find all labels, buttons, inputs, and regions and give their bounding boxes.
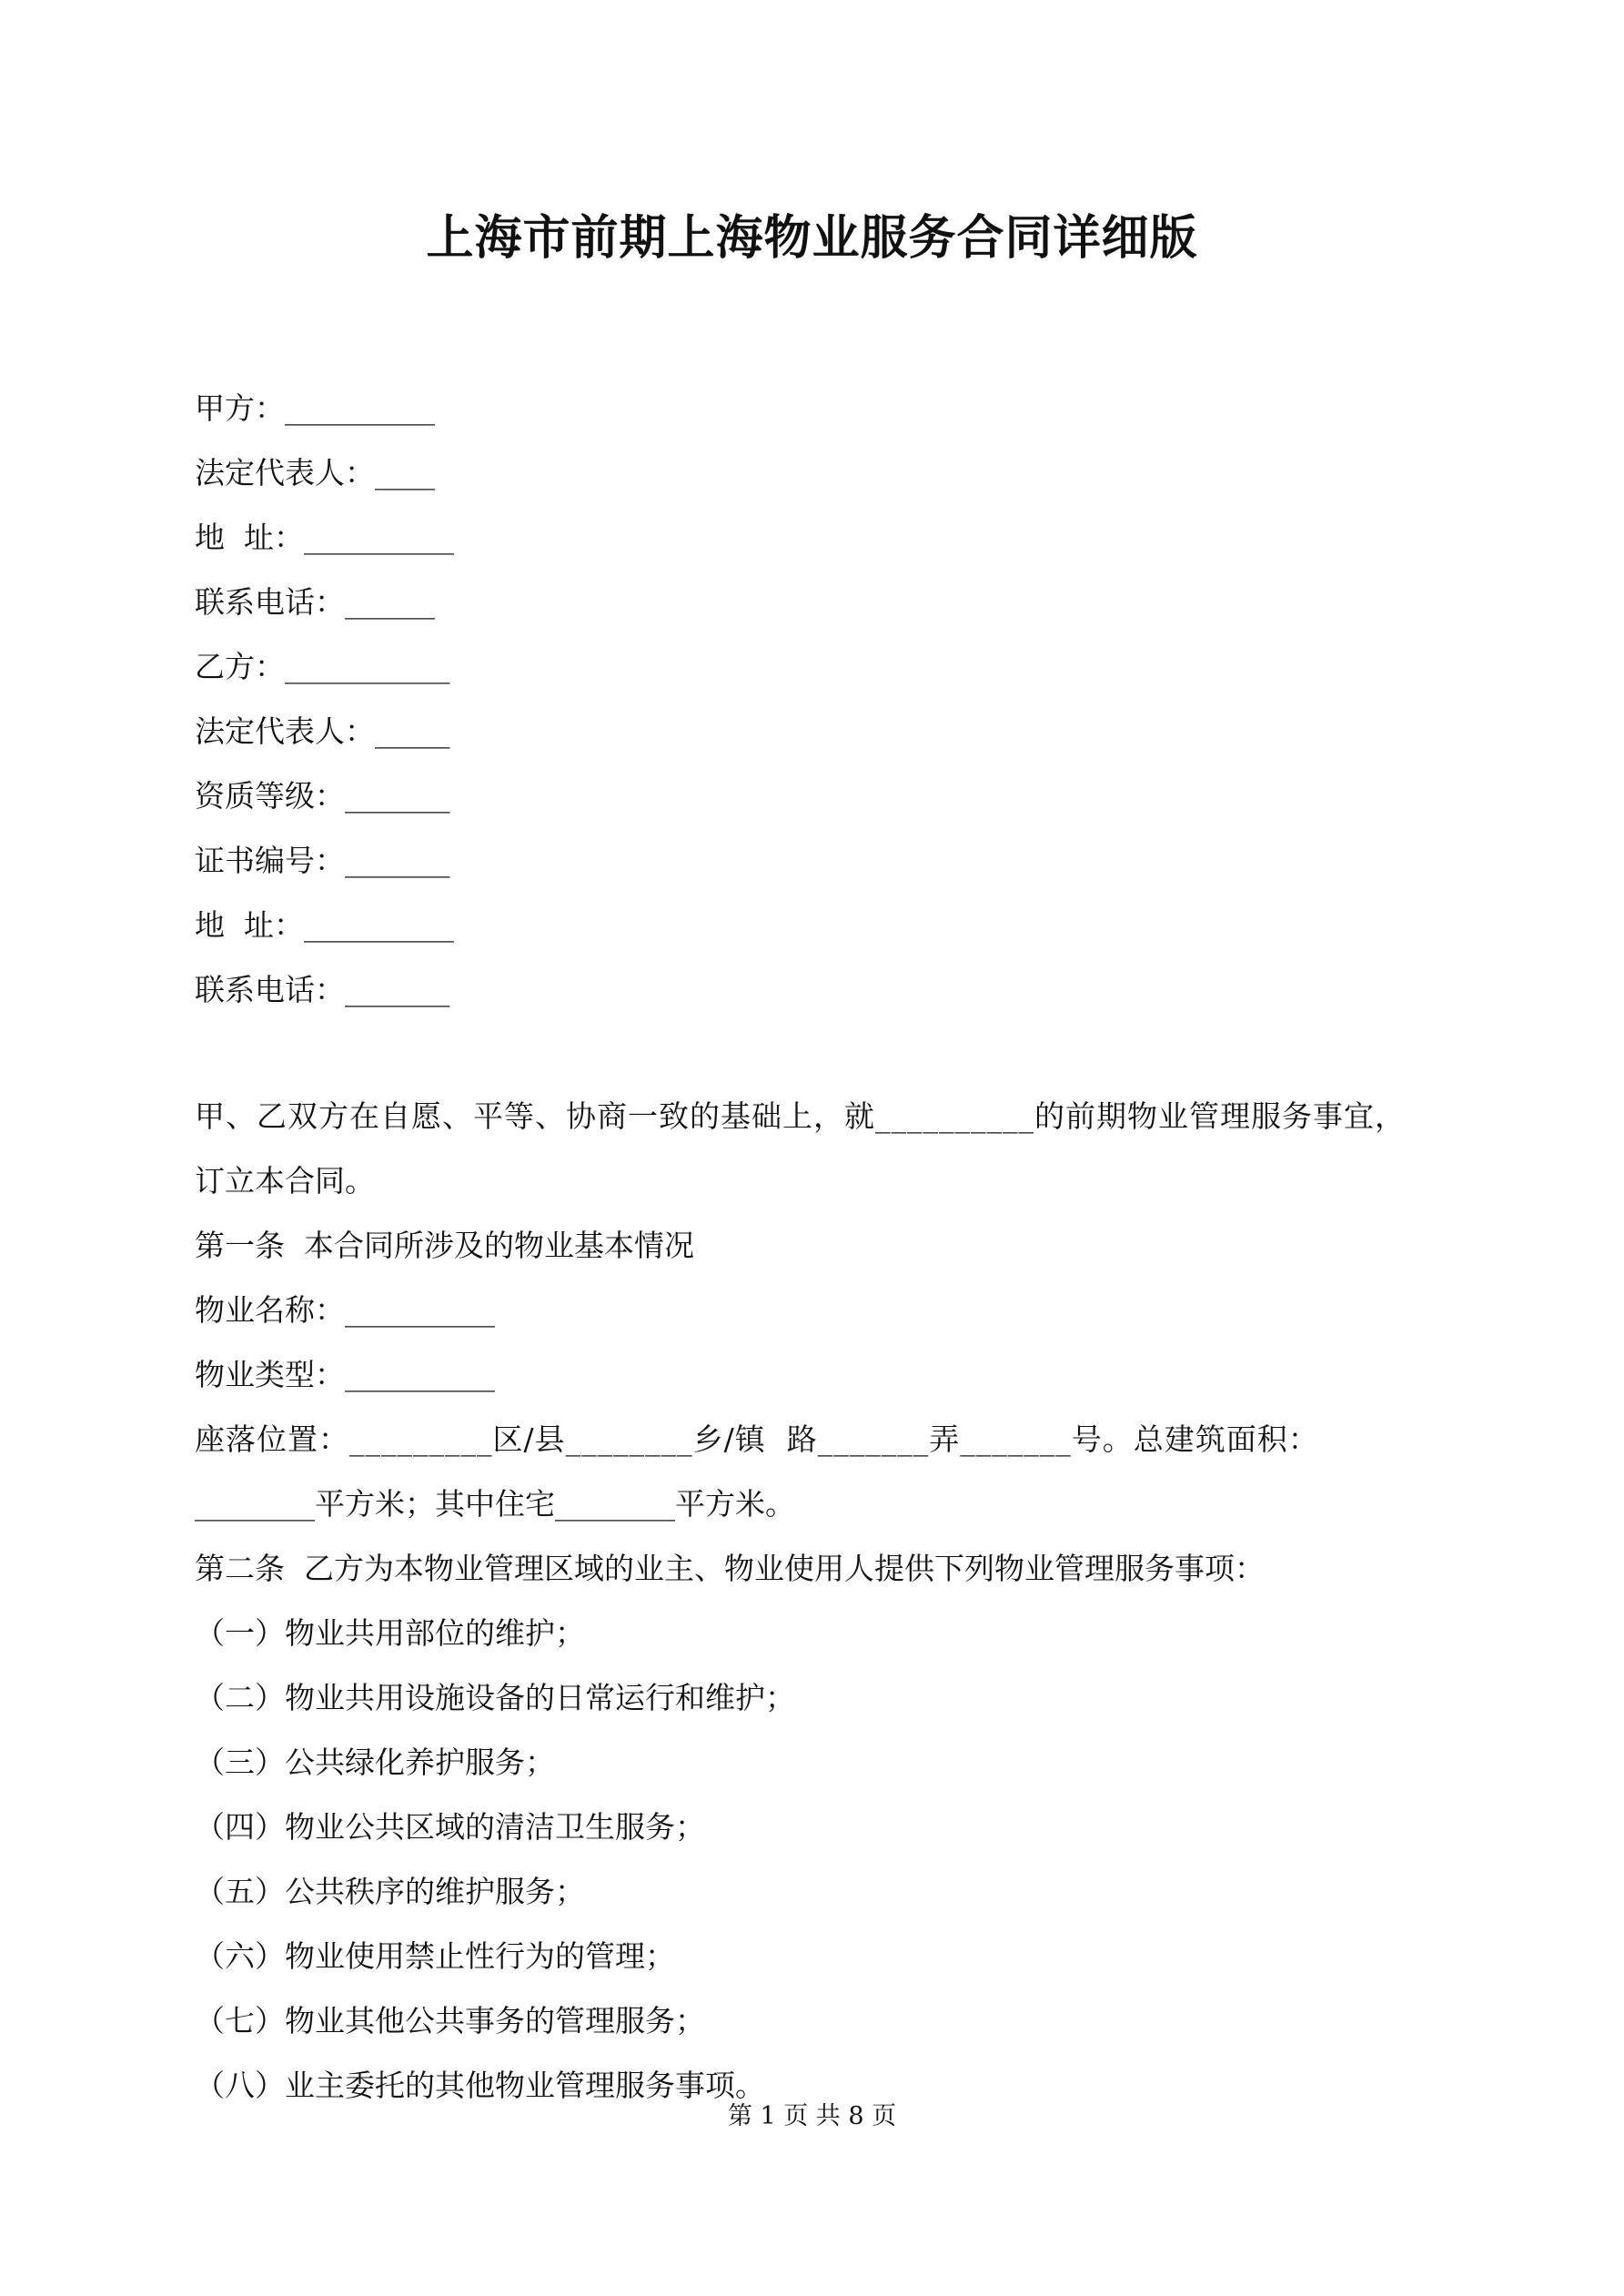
party-b-legal-rep-line: 法定代表人：_____: [195, 713, 450, 749]
party-a-legal-rep-line: 法定代表人：____: [195, 455, 435, 491]
preamble-line-1: 甲、乙双方在自愿、平等、协商一致的基础上，就__________的前期物业管理服务事宜，: [195, 1098, 1406, 1134]
service-item: （八）业主委托的其他物业管理服务事项。: [195, 2068, 765, 2103]
article-1-heading: 第一条 本合同所涉及的物业基本情况: [195, 1228, 694, 1263]
service-item: （二）物业共用设施设备的日常运行和维护；: [195, 1680, 795, 1715]
service-item: （一）物业共用部位的维护；: [195, 1615, 585, 1651]
party-a-phone-line: 联系电话：______: [195, 584, 435, 620]
party-a-name-line: 甲方：__________: [195, 390, 435, 426]
property-type-line: 物业类型：__________: [195, 1357, 495, 1392]
service-item: （七）物业其他公共事务的管理服务；: [195, 2003, 705, 2038]
service-item: （六）物业使用禁止性行为的管理；: [195, 1938, 675, 1974]
party-b-name-line: 乙方：___________: [195, 649, 450, 684]
service-item: （五）公共秩序的维护服务；: [195, 1874, 585, 1909]
document-title: 上海市前期上海物业服务合同详细版: [426, 210, 1198, 266]
service-item: （四）物业公共区域的清洁卫生服务；: [195, 1809, 705, 1845]
service-item: （三）公共绿化养护服务；: [195, 1745, 555, 1780]
property-name-line: 物业名称：__________: [195, 1292, 495, 1328]
party-a-address-line: 地 址：__________: [195, 520, 454, 555]
location-line-2: ________平方米；其中住宅________平方米。: [195, 1486, 795, 1522]
article-2-heading: 第二条 乙方为本物业管理区域的业主、物业使用人提供下列物业管理服务事项：: [195, 1551, 1265, 1586]
party-b-qualification-line: 资质等级：_______: [195, 778, 450, 814]
location-line-1: 座落位置：_________区/县________乡/镇 路_______弄_______号。总建筑面积：: [195, 1421, 1319, 1457]
preamble-line-2: 订立本合同。: [195, 1163, 375, 1199]
party-b-phone-line: 联系电话：_______: [195, 972, 450, 1007]
party-b-address-line: 地 址：__________: [195, 907, 454, 943]
page-number-footer: 第 1 页 共 8 页: [727, 2102, 897, 2130]
party-b-certificate-line: 证书编号：_______: [195, 843, 450, 878]
